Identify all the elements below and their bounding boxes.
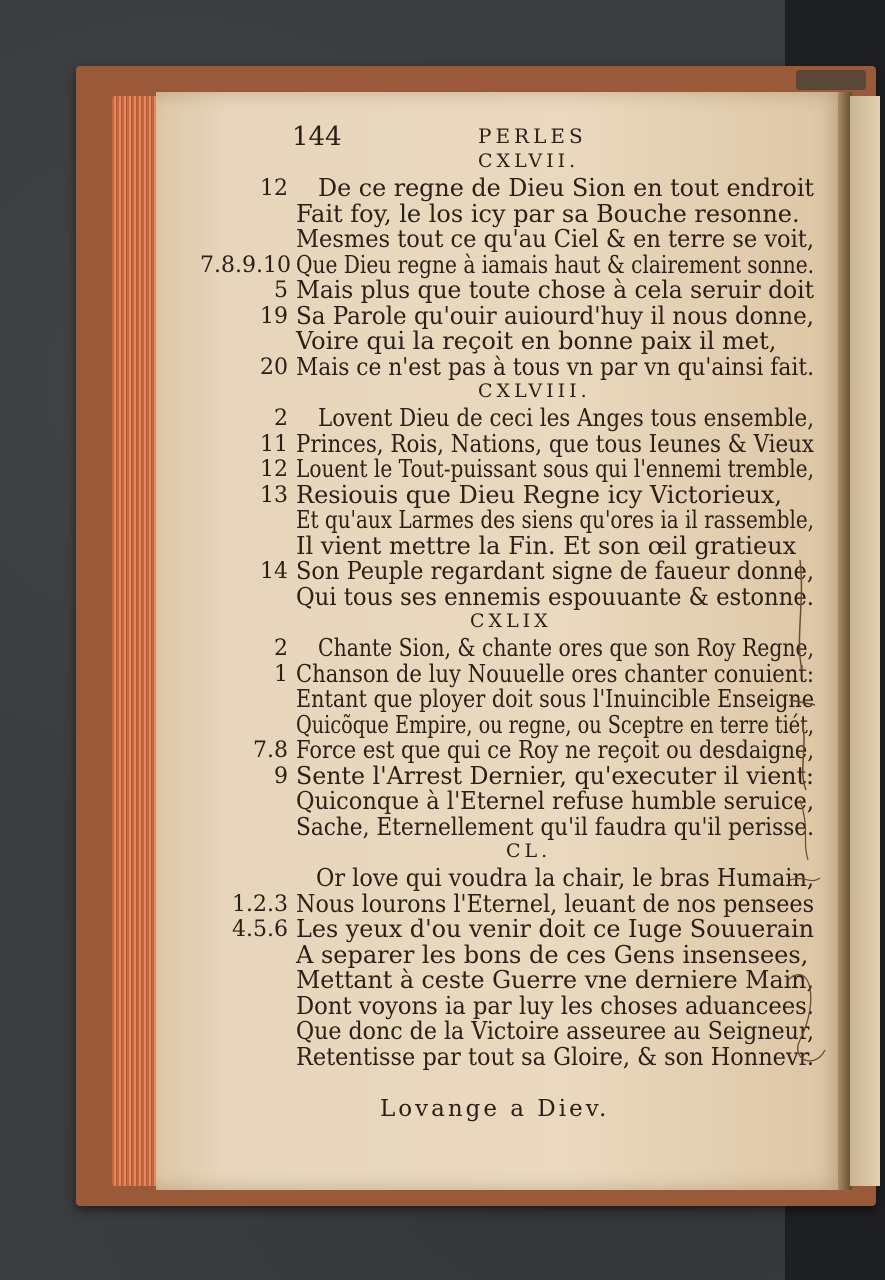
closing-line: Lovange a Diev. — [380, 1096, 610, 1122]
page-edges — [112, 96, 158, 1186]
verse-number: 12 — [260, 457, 288, 482]
verse-line: Mais plus que toute chose à cela seruir doit — [296, 276, 814, 304]
verse-line: Voire qui la reçoit en bonne paix il met, — [296, 327, 777, 355]
verse-number: 13 — [260, 482, 288, 508]
verse-line: Or love qui voudra la chair, le bras Humain, — [316, 864, 814, 892]
verse-line: Nous lourons l'Eternel, leuant de nos pensees — [296, 889, 814, 918]
section-heading: CXLVIII. — [478, 380, 591, 402]
verse-line: Entant que ployer doit sous l'Inuincible Enseigne — [296, 685, 814, 713]
book-clasp — [796, 70, 866, 90]
verse-line: Mettant à ceste Guerre vne derniere Main, — [296, 966, 814, 994]
verse-line: Et qu'aux Larmes des siens qu'ores ia il rassemble, — [296, 506, 814, 534]
verse-number: 11 — [260, 431, 288, 457]
verse-line: Fait foy, le los icy par sa Bouche resonne. — [296, 199, 800, 228]
verse-line: Quicõque Empire, ou regne, ou Sceptre en terre tiét, — [296, 710, 814, 739]
verse-line: A separer les bons de ces Gens insensees, — [296, 940, 809, 969]
verse-line: Sa Parole qu'ouir auiourd'huy il nous donne, — [296, 301, 814, 330]
verse-number: 5 — [274, 278, 288, 303]
verse-line: Que Dieu regne à iamais haut & clairement sonne. — [296, 250, 814, 279]
verse-line: Dont voyons ia par luy les choses aduancees. — [296, 991, 814, 1020]
verse-line: Que donc de la Victoire asseuree au Seigneur, — [296, 1017, 814, 1045]
section-heading: CXLVII. — [478, 150, 580, 172]
verse-line: Retentisse par tout sa Gloire, & son Honnevr. — [296, 1042, 814, 1071]
page-number: 144 — [292, 122, 342, 152]
verse-line: Mesmes tout ce qu'au Ciel & en terre se voit, — [296, 225, 814, 253]
verse-line: Quiconque à l'Eternel refuse humble seruice, — [296, 787, 814, 815]
verse-line: Qui tous ses ennemis espouuante & estonne. — [296, 582, 814, 611]
verse-number: 1 — [274, 661, 288, 687]
verse-line: Mais ce n'est pas à tous vn par vn qu'ainsi fait. — [296, 352, 814, 381]
verse-line: Chante Sion, & chante ores que son Roy Regne, — [318, 634, 814, 662]
verse-number: 19 — [260, 303, 288, 329]
verse-number: 14 — [260, 559, 288, 584]
verse-line: Resiouis que Dieu Regne icy Victorieux, — [296, 480, 782, 509]
verse-number: 4.5.6 — [232, 917, 288, 942]
margin-annotations — [780, 540, 840, 1100]
verse-line: Il vient mettre la Fin. Et son œil gratieux — [296, 531, 797, 560]
verse-number: 9 — [274, 763, 288, 789]
running-head: PERLES — [478, 124, 587, 148]
verse-number: 20 — [260, 354, 288, 380]
section-heading: CXLIX — [470, 610, 552, 632]
verse-line: Les yeux d'ou venir doit ce Iuge Souuerain — [296, 915, 814, 943]
verse-line: Lovent Dieu de ceci les Anges tous ensemble, — [318, 404, 814, 432]
verse-number: 7.8 — [253, 738, 288, 763]
verse-line: Sente l'Arrest Dernier, qu'executer il vient: — [296, 761, 814, 790]
verse-number: 7.8.9.10 — [200, 252, 291, 278]
verse-line: Sache, Eternellement qu'il faudra qu'il perisse. — [296, 812, 814, 841]
verse-line: Son Peuple regardant signe de faueur donne, — [296, 557, 814, 585]
verse-number: 1.2.3 — [232, 891, 288, 917]
section-heading: CL. — [506, 840, 552, 862]
verse-line: Force est que qui ce Roy ne reçoit ou desdaigne, — [296, 736, 814, 764]
verse-number: 2 — [274, 406, 288, 431]
verse-line: Chanson de luy Nouuelle ores chanter conuient: — [296, 659, 814, 688]
verse-number: 12 — [260, 176, 288, 201]
facing-page — [850, 96, 880, 1186]
verse-number: 2 — [274, 636, 288, 661]
verse-line: Princes, Rois, Nations, que tous Ieunes & Vieux — [296, 429, 814, 458]
verse-line: De ce regne de Dieu Sion en tout endroit — [318, 174, 814, 202]
verse-line: Louent le Tout-puissant sous qui l'ennemi tremble, — [296, 455, 814, 483]
